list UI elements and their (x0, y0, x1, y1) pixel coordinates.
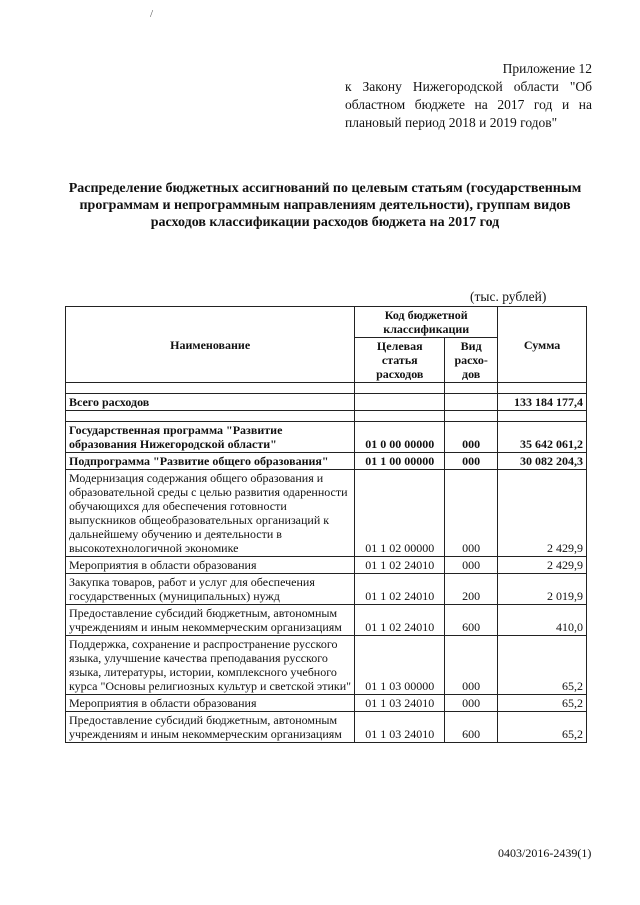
table-row (66, 470, 587, 557)
row-expense-type: 200 (445, 574, 498, 605)
row-expense-type: 600 (445, 605, 498, 636)
row-expense-type: 000 (445, 636, 498, 695)
row-name: Всего расходов (66, 394, 355, 411)
header-target: Целевая статья расходов (355, 338, 445, 383)
header-type: Вид расхо-дов (445, 338, 498, 383)
budget-table (65, 306, 587, 743)
row-target-code (355, 394, 445, 411)
row-expense-type: 000 (445, 557, 498, 574)
corner-mark: / (150, 8, 154, 20)
row-sum: 65,2 (498, 712, 587, 743)
row-name: Закупка товаров, работ и услуг для обеспечения государственных (муниципальных) нужд (66, 574, 355, 605)
row-sum: 30 082 204,3 (498, 453, 587, 470)
row-sum: 65,2 (498, 636, 587, 695)
row-expense-type: 000 (445, 695, 498, 712)
row-expense-type: 600 (445, 712, 498, 743)
header-name: Наименование (66, 307, 355, 383)
table-row (66, 695, 587, 712)
row-target-code: 01 1 00 00000 (355, 453, 445, 470)
row-sum: 410,0 (498, 605, 587, 636)
document-number: 0403/2016-2439(1) (498, 846, 592, 860)
table-row (66, 712, 587, 743)
row-expense-type: 000 (445, 422, 498, 453)
row-name: Мероприятия в области образования (66, 695, 355, 712)
annex-number: Приложение 12 (502, 61, 592, 76)
row-target-code: 01 1 03 24010 (355, 712, 445, 743)
row-target-code: 01 1 02 00000 (355, 470, 445, 557)
row-target-code: 01 1 02 24010 (355, 574, 445, 605)
row-name: Предоставление субсидий бюджетным, автономным учреждениям и иным некоммерческим организациям (66, 605, 355, 636)
table-row (66, 453, 587, 470)
row-name: Поддержка, сохранение и распространение русского языка, улучшение качества преподавания русского языка, литературы, истории, комплексного учебного курса "Основы религиозных культур и светской этики" (66, 636, 355, 695)
row-target-code: 01 0 00 00000 (355, 422, 445, 453)
spacer-row (66, 411, 587, 422)
row-target-code: 01 1 03 00000 (355, 636, 445, 695)
row-target-code: 01 1 03 24010 (355, 695, 445, 712)
row-sum: 2 429,9 (498, 557, 587, 574)
row-name: Государственная программа "Развитие образования Нижегородской области" (66, 422, 355, 453)
row-sum: 65,2 (498, 695, 587, 712)
row-sum: 2 429,9 (498, 470, 587, 557)
row-target-code: 01 1 02 24010 (355, 557, 445, 574)
table-row (66, 574, 587, 605)
row-target-code: 01 1 02 24010 (355, 605, 445, 636)
document-title: Распределение бюджетных ассигнований по целевым статьям (государственным программам и непрограммным направлениям деятельности), группам видов расходов классификации расходов бюджета на 2017 год (68, 181, 582, 230)
table-row (66, 422, 587, 453)
annex-block (345, 60, 592, 132)
table-row (66, 636, 587, 695)
spacer-row (66, 383, 587, 394)
units-label: (тыс. рублей) (470, 289, 547, 304)
row-name: Подпрограмма "Развитие общего образования" (66, 453, 355, 470)
header-sum: Сумма (498, 307, 587, 383)
row-sum: 2 019,9 (498, 574, 587, 605)
row-expense-type (445, 394, 498, 411)
row-sum: 35 642 061,2 (498, 422, 587, 453)
row-name: Предоставление субсидий бюджетным, автономным учреждениям и иным некоммерческим организациям (66, 712, 355, 743)
table-row (66, 557, 587, 574)
table-row (66, 394, 587, 411)
table-row (66, 605, 587, 636)
row-expense-type: 000 (445, 453, 498, 470)
annex-law-reference: к Закону Нижегородской области "Об областном бюджете на 2017 год и на плановый период 2018 и 2019 годов" (345, 79, 592, 130)
row-sum: 133 184 177,4 (498, 394, 587, 411)
row-name: Модернизация содержания общего образования и образовательной среды с целью развития одаренности обучающихся для обеспечения готовности выпускников общеобразовательных организаций к дальнейшему обучению и деятельности в высокотехнологичной экономике (66, 470, 355, 557)
row-name: Мероприятия в области образования (66, 557, 355, 574)
row-expense-type: 000 (445, 470, 498, 557)
header-code-group: Код бюджетной классификации (355, 307, 498, 338)
